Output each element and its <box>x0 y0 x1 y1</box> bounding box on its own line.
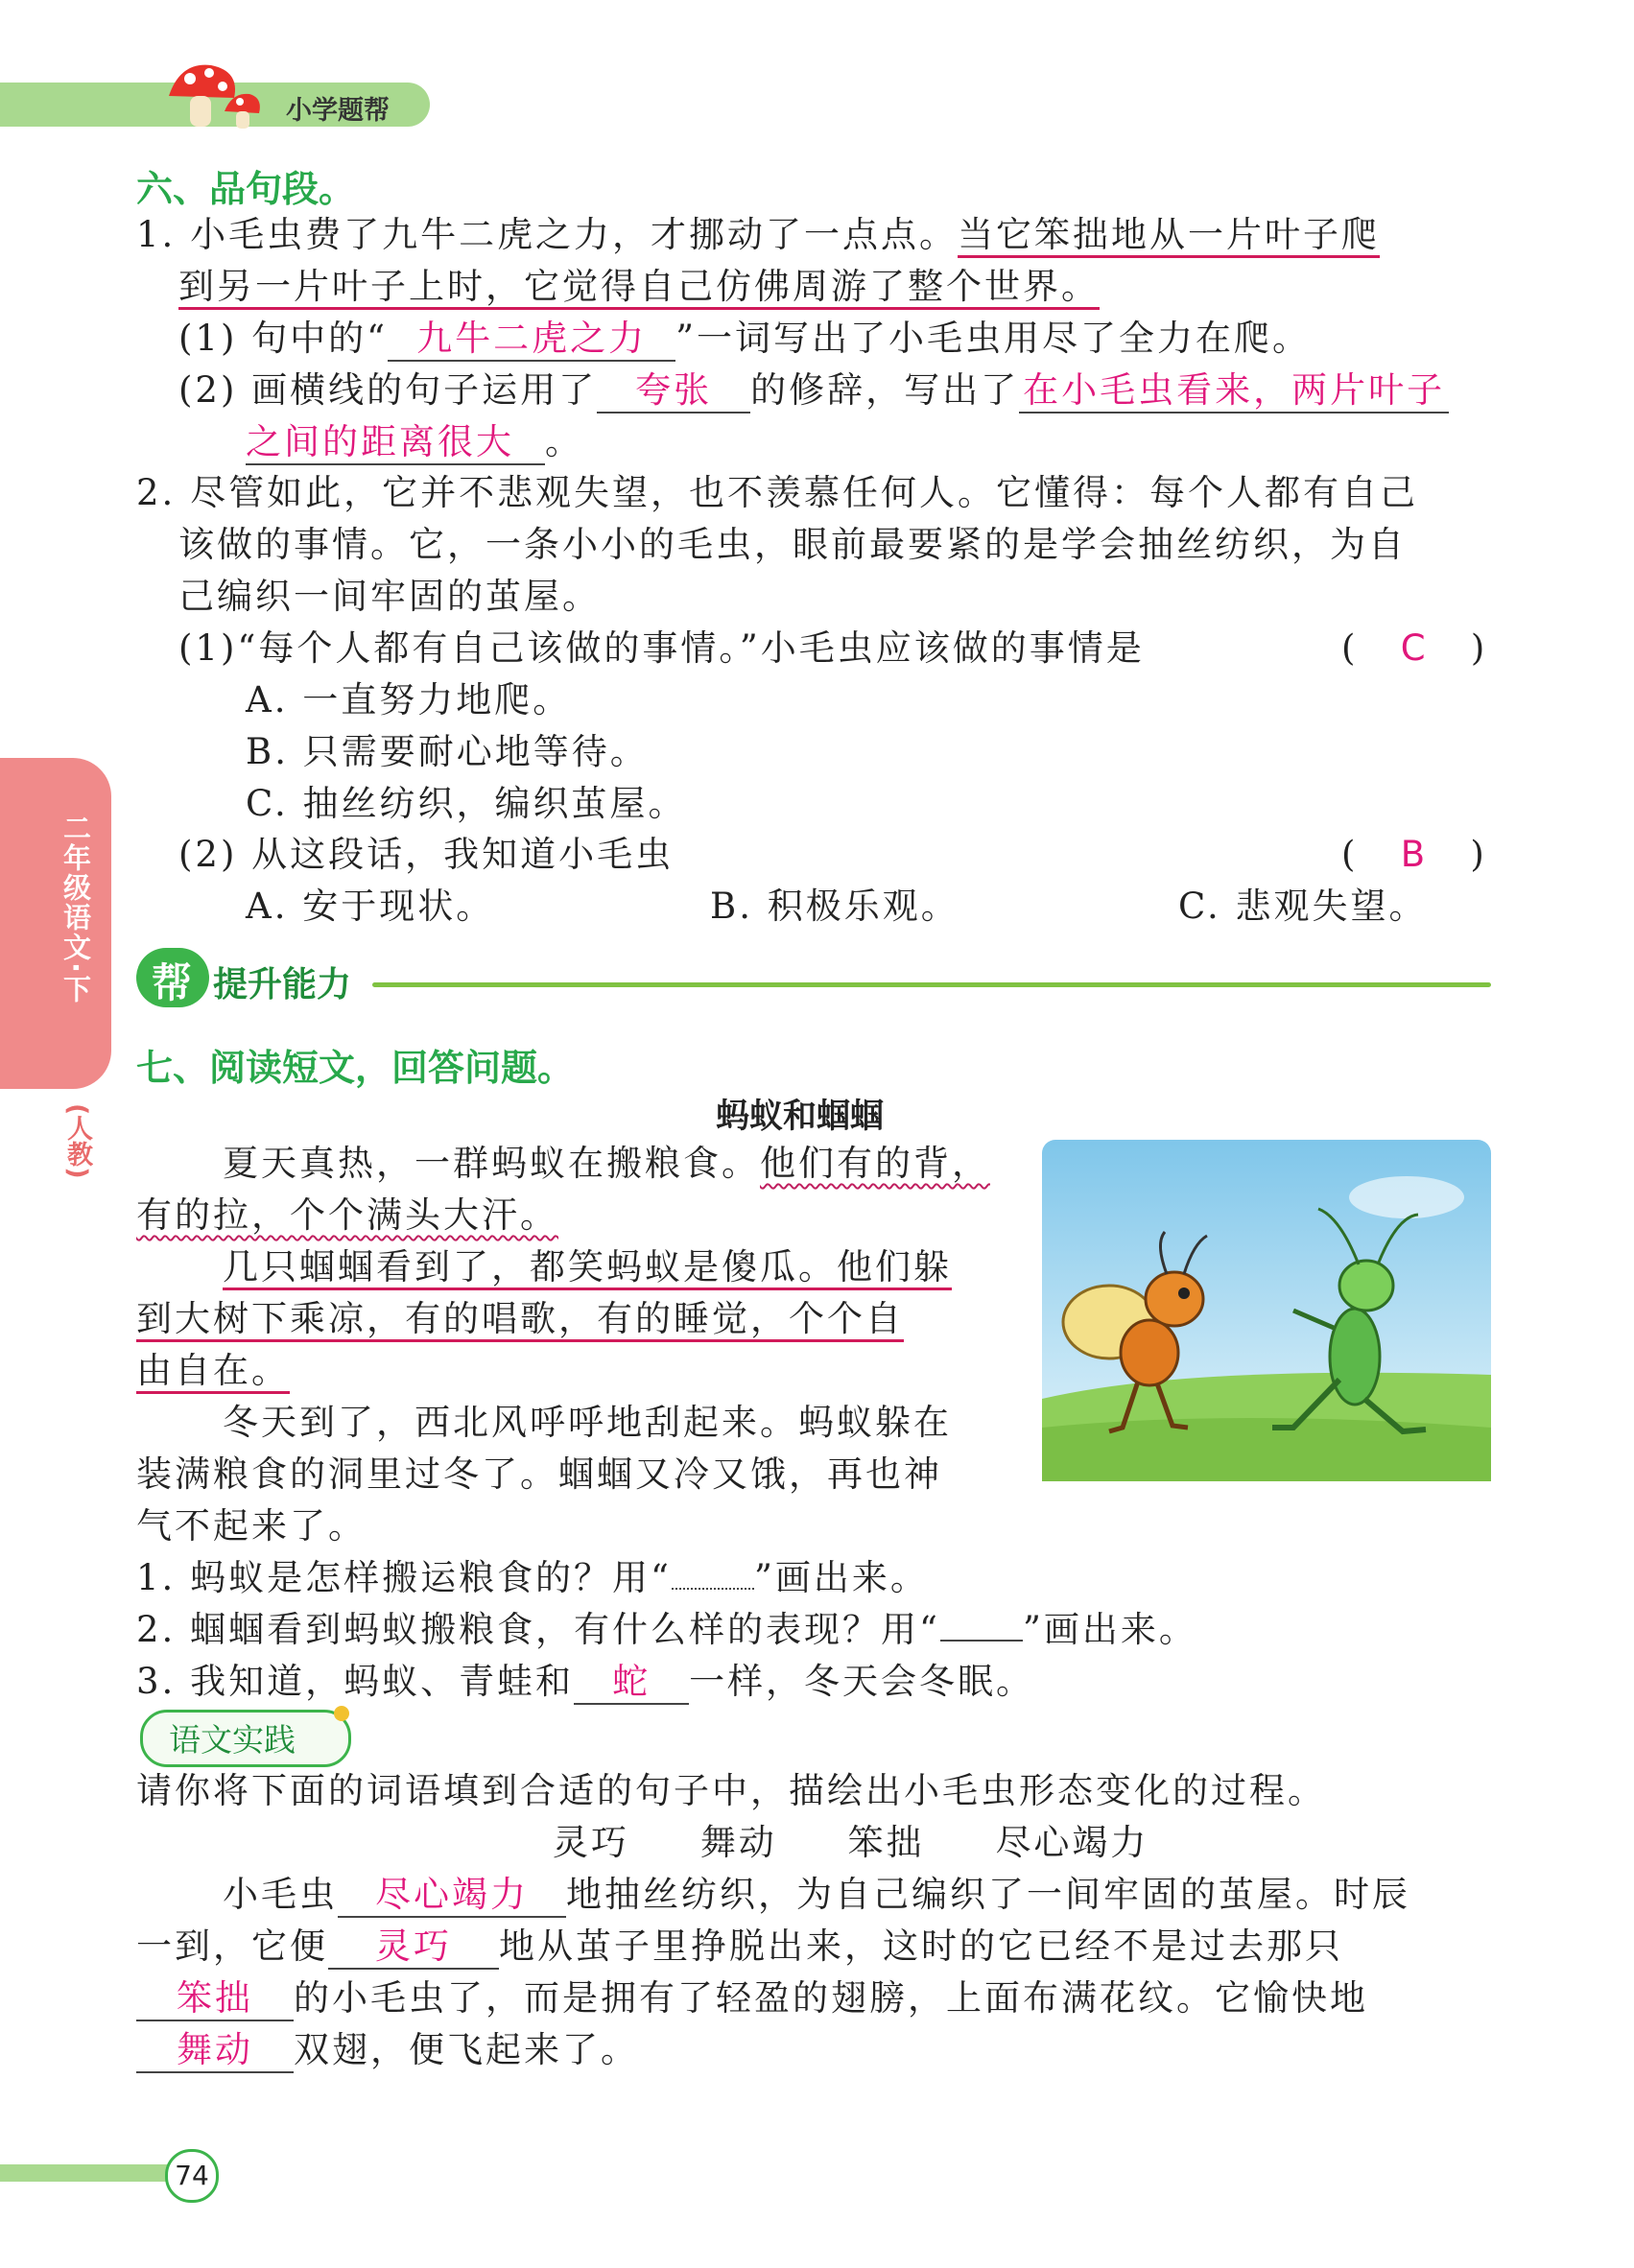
practice-badge-text: 语文实践 <box>169 1721 296 1759</box>
ant-grasshopper-illustration <box>1042 1140 1491 1481</box>
answer-blank[interactable]: 尽心竭力 <box>338 1874 566 1918</box>
answer-blank[interactable]: 笨拙 <box>136 1977 294 2021</box>
practice-line3: 笨拙 的小毛虫了，而是拥有了轻盈的翅膀，上面布满花纹。它愉快地 <box>136 1973 1368 2024</box>
story-p1-line2: 有的拉，个个满头大汗。 <box>136 1194 558 1236</box>
practice-line2: 一到，它便 灵巧 地从茧子里挣脱出来，这时的它已经不是过去那只 <box>136 1921 1343 1973</box>
answer-blank[interactable]: 九牛二虎之力 <box>388 318 675 362</box>
q2-sub2-option-c: C. 悲观失望。 <box>1178 886 1428 927</box>
q2-sub2-option-b: B. 积极乐观。 <box>710 886 959 927</box>
story-p3-line3: 气不起来了。 <box>136 1505 367 1547</box>
q2-sub2-bracket: ( B ) <box>1341 834 1487 875</box>
s7-q1: 1. 蚂蚁是怎样搬运粮食的？用“ ”画出来。 <box>136 1557 929 1598</box>
q1-sub2: (2) 画横线的句子运用了 夸张 的修辞，写出了 在小毛虫看来，两片叶子 <box>178 365 1449 416</box>
q2-sub1-option-b: B. 只需要耐心地等待。 <box>246 731 649 772</box>
q2-sub2: (2) 从这段话，我知道小毛虫 <box>178 834 675 875</box>
answer-blank[interactable]: 夸张 <box>597 369 750 413</box>
word-bank <box>553 1817 1149 1869</box>
story-p2-line1: 几只蝈蝈看到了，都笑蚂蚁是傻瓜。他们躲 <box>223 1246 952 1288</box>
q2-sub2-option-a: A. 安于现状。 <box>246 886 495 927</box>
answer-blank[interactable]: 之间的距离很大 <box>246 421 545 465</box>
q1-sub1: (1) 句中的“ 九牛二虎之力 ”一词写出了小毛虫用尽了全力在爬。 <box>178 313 1311 365</box>
s7-q2: 2. 蝈蝈看到蚂蚁搬粮食，有什么样的表现？用“ ”画出来。 <box>136 1609 1197 1650</box>
q2-line1: 2. 尽管如此，它并不悲观失望，也不羡慕任何人。它懂得：每个人都有自己 <box>136 472 1419 513</box>
section-6-title: 六、品句段。 <box>136 168 356 210</box>
story-p3-line1: 冬天到了，西北风呼呼地刮起来。蚂蚁躲在 <box>223 1402 952 1443</box>
word-bank-item: 笨拙 <box>847 1822 925 1863</box>
story-p3-line2: 装满粮食的洞里过冬了。蝈蝈又冷又饿，再也神 <box>136 1453 942 1495</box>
practice-line4: 舞动 双翅，便飞起来了。 <box>136 2024 639 2076</box>
word-bank-item: 尽心竭力 <box>995 1822 1149 1863</box>
practice-badge-dot <box>334 1706 349 1721</box>
side-edition-label: (人教) <box>62 1103 92 1179</box>
q2-sub1-option-a: A. 一直努力地爬。 <box>246 679 572 721</box>
section-divider <box>372 982 1491 987</box>
wavy-mark-sample <box>672 1588 754 1590</box>
side-grade-label: 二年级语文·下 <box>59 814 92 1005</box>
story-title: 蚂蚁和蝈蝈 <box>716 1098 885 1136</box>
q2-sub1-option-c: C. 抽丝纺织，编织茧屋。 <box>246 783 687 824</box>
choice-answer[interactable]: B <box>1400 834 1429 875</box>
section-banner-badge-text: 帮 <box>152 959 193 1006</box>
answer-blank[interactable]: 在小毛虫看来，两片叶子 <box>1019 369 1449 413</box>
practice-line1: 小毛虫 尽心竭力 地抽丝纺织，为自己编织了一间牢固的茧屋。时辰 <box>223 1869 1410 1921</box>
q1-line1: 1. 小毛虫费了九牛二虎之力，才挪动了一点点。当它笨拙地从一片叶子爬 <box>136 214 1381 255</box>
brand-label: 小学题帮 <box>286 96 390 126</box>
story-p1-line1: 夏天真热，一群蚂蚁在搬粮食。他们有的背， <box>223 1143 990 1184</box>
word-bank-item: 舞动 <box>699 1822 777 1863</box>
footer-bar <box>0 2164 182 2182</box>
line-mark-sample <box>940 1640 1023 1642</box>
q2-line3: 己编织一间牢固的茧屋。 <box>178 576 601 617</box>
word-bank-item: 灵巧 <box>553 1822 629 1863</box>
page-number: 74 <box>165 2149 219 2203</box>
practice-instruction: 请你将下面的词语填到合适的句子中，描绘出小毛虫形态变化的过程。 <box>136 1770 1326 1811</box>
answer-blank[interactable]: 蛇 <box>574 1661 689 1705</box>
answer-blank[interactable]: 灵巧 <box>328 1925 499 1970</box>
answer-blank[interactable]: 舞动 <box>136 2029 294 2073</box>
story-p2-line3: 由自在。 <box>136 1350 290 1391</box>
s7-q3: 3. 我知道，蚂蚁、青蛙和 蛇 一样，冬天会冬眠。 <box>136 1656 1034 1708</box>
choice-answer[interactable]: C <box>1400 627 1429 669</box>
section-7-title: 七、阅读短文，回答问题。 <box>136 1047 575 1089</box>
mushroom-logo-icon <box>161 58 276 134</box>
q1-line2: 到另一片叶子上时，它觉得自己仿佛周游了整个世界。 <box>178 266 1100 307</box>
q2-line2: 该做的事情。它，一条小小的毛虫，眼前最要紧的是学会抽丝纺织，为自 <box>178 524 1407 565</box>
section-banner-title: 提升能力 <box>213 965 352 1004</box>
q2-sub1-bracket: ( C ) <box>1341 627 1488 669</box>
story-p2-line2: 到大树下乘凉，有的唱歌，有的睡觉，个个自 <box>136 1298 904 1339</box>
q1-sub2-cont: 之间的距离很大 。 <box>246 416 583 468</box>
q2-sub1: (1)“每个人都有自己该做的事情。”小毛虫应该做的事情是 <box>178 627 1145 669</box>
